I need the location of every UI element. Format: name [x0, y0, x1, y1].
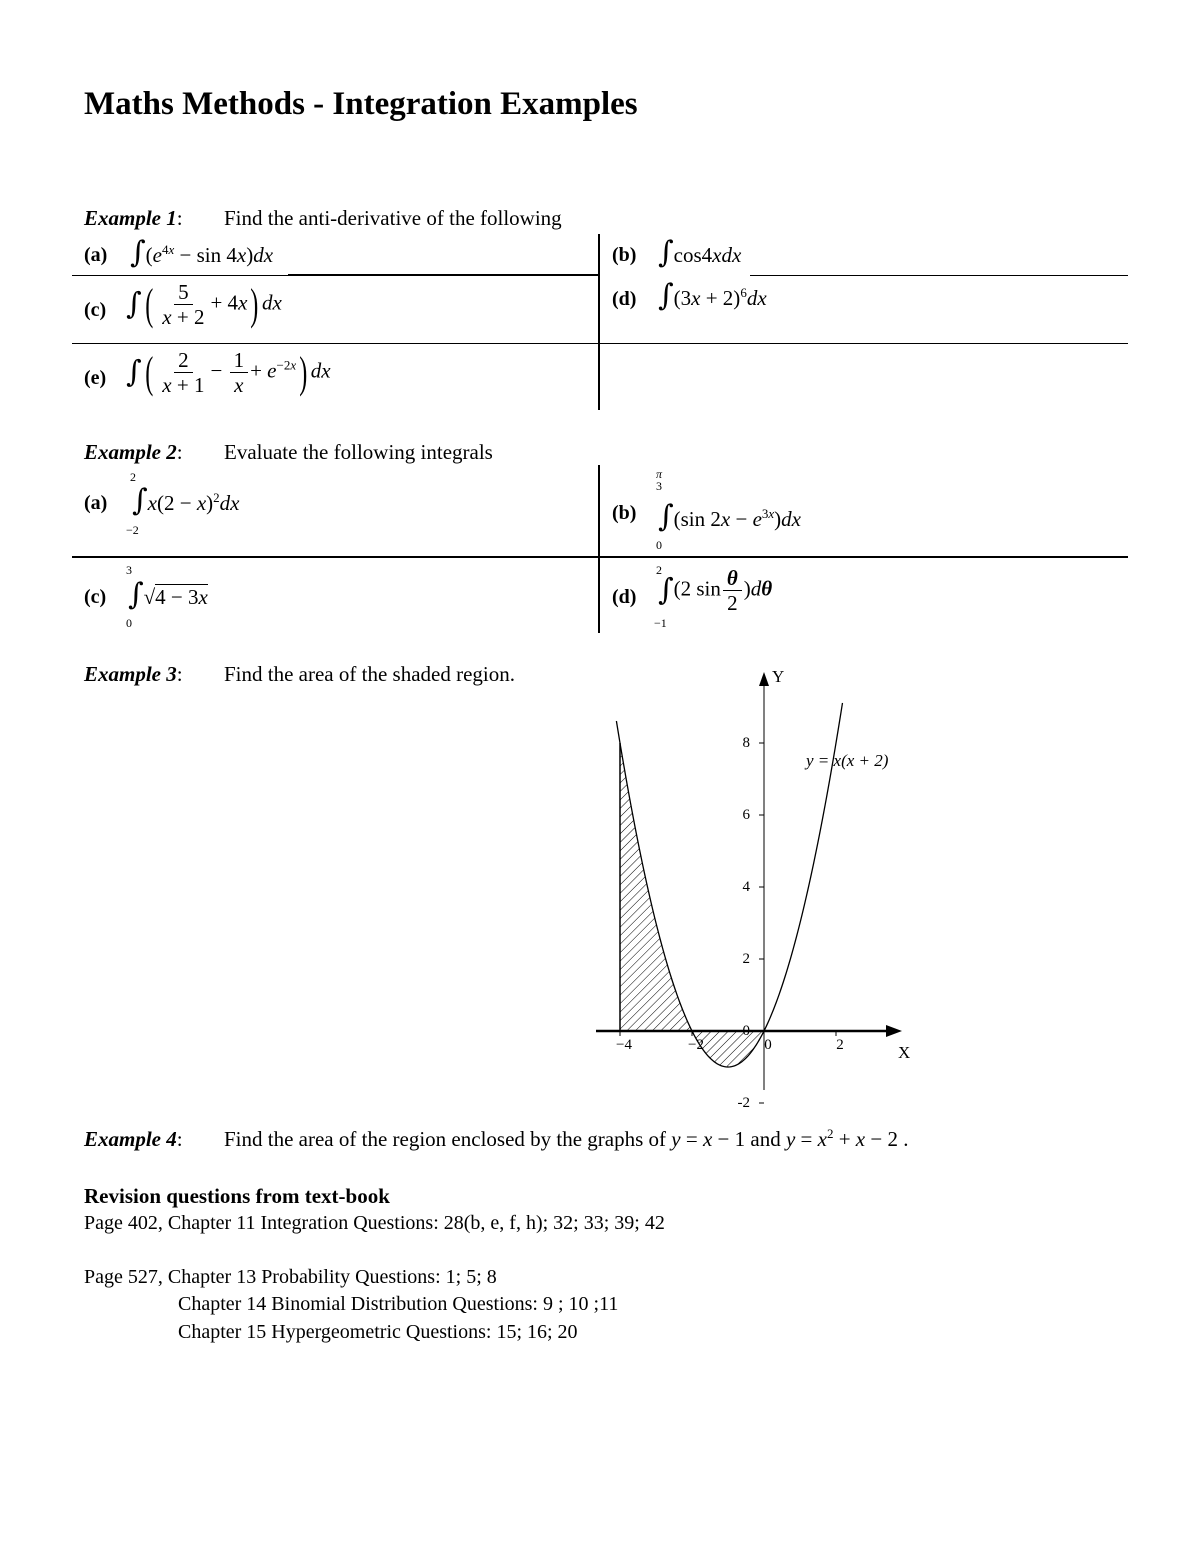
revision-line: Page 527, Chapter 13 Probability Questions: 1; 5; 8 — [84, 1266, 497, 1288]
ex1-part-d: (d) — [612, 288, 637, 310]
example-1-divider — [598, 234, 600, 410]
example-1-label: Example 1: — [84, 206, 183, 230]
revision-line: Page 402, Chapter 11 Integration Questions: 28(b, e, f, h); 32; 33; 39; 42 — [84, 1212, 665, 1234]
ex1-expr-a: $\int(e^{4x} - \sin 4x)dx$ — [130, 235, 274, 270]
example-1-row-line — [750, 275, 1128, 276]
ex2-expr-d: ∫(2 sin $\frac{\theta}{2}$ )dθ — [658, 566, 773, 616]
ex1-expr-b: ∫cos4xdx — [658, 235, 742, 270]
curve-label: y = x(x + 2) — [806, 751, 889, 770]
example-1-row-line — [72, 275, 598, 276]
page-title: Maths Methods - Integration Examples — [84, 86, 638, 122]
example-2-row-line — [72, 556, 1128, 558]
example-3-text: Find the area of the shaded region. — [224, 662, 515, 686]
ex2-part-b: (b) — [612, 502, 637, 524]
ex2-part-d: (d) — [612, 586, 637, 608]
ex1-expr-c: ∫( $\frac{5}{x + 2}$ + 4x) dx — [126, 279, 282, 330]
example-1-text: Find the anti-derivative of the following — [224, 206, 562, 230]
ex2-part-c: (c) — [84, 586, 107, 608]
y-tick-label: 8 — [742, 735, 750, 751]
x-tick-label: 0 — [764, 1037, 772, 1053]
ex2-expr-b: ∫(sin $2x - e^{3x})dx$ — [658, 499, 801, 534]
example-2-label: Example 2: — [84, 440, 183, 464]
area-graph — [590, 660, 930, 1111]
example-4-label: Example 4: — [84, 1127, 183, 1151]
x-tick-label: −2 — [688, 1037, 704, 1053]
revision-line: Chapter 14 Binomial Distribution Questions: 9 ; 10 ;11 — [178, 1293, 619, 1315]
ex2-part-a: (a) — [84, 492, 108, 514]
example-4-text: Find the area of the region enclosed by the graphs of y = x − 1 and $y = x^2 + x - 2$ . — [224, 1126, 909, 1151]
revision-line: Chapter 15 Hypergeometric Questions: 15; 16; 20 — [178, 1321, 578, 1343]
ex1-part-e: (e) — [84, 367, 107, 389]
ex2-expr-c: ∫√4 − 3x — [128, 577, 208, 612]
y-tick-label: -2 — [737, 1095, 750, 1111]
x-tick-label: 2 — [836, 1037, 844, 1053]
shaded-region — [620, 743, 764, 1067]
revision-heading: Revision questions from text-book — [84, 1184, 390, 1208]
x-axis-label: X — [898, 1043, 911, 1062]
x-axis-arrow — [886, 1025, 902, 1037]
ex1-part-b: (b) — [612, 244, 637, 266]
ex1-part-a: (a) — [84, 244, 108, 266]
ex1-expr-e: ∫( $\frac{2}{x + 1}$ − $\frac{1}{x}$ + $e^{-2x}$) dx — [126, 347, 331, 398]
y-axis-label: Y — [772, 667, 785, 686]
example-2-text: Evaluate the following integrals — [224, 440, 493, 464]
y-tick-label: 0 — [742, 1023, 750, 1039]
x-tick-label: −4 — [616, 1037, 632, 1053]
example-1-row-line — [72, 343, 1128, 344]
example-3-label: Example 3: — [84, 662, 183, 686]
ex1-part-c: (c) — [84, 299, 107, 321]
ex2-expr-a: $\int x(2 - x)^2dx$ — [132, 483, 240, 518]
y-tick-label: 4 — [742, 879, 750, 895]
example-2-divider — [598, 465, 600, 633]
ex1-expr-d: $\int(3x + 2)^6dx$ — [658, 278, 767, 313]
y-tick-label: 2 — [742, 951, 750, 967]
y-axis-arrow — [759, 672, 769, 686]
example-1-row-line — [288, 274, 598, 275]
y-tick-label: 6 — [742, 807, 750, 823]
